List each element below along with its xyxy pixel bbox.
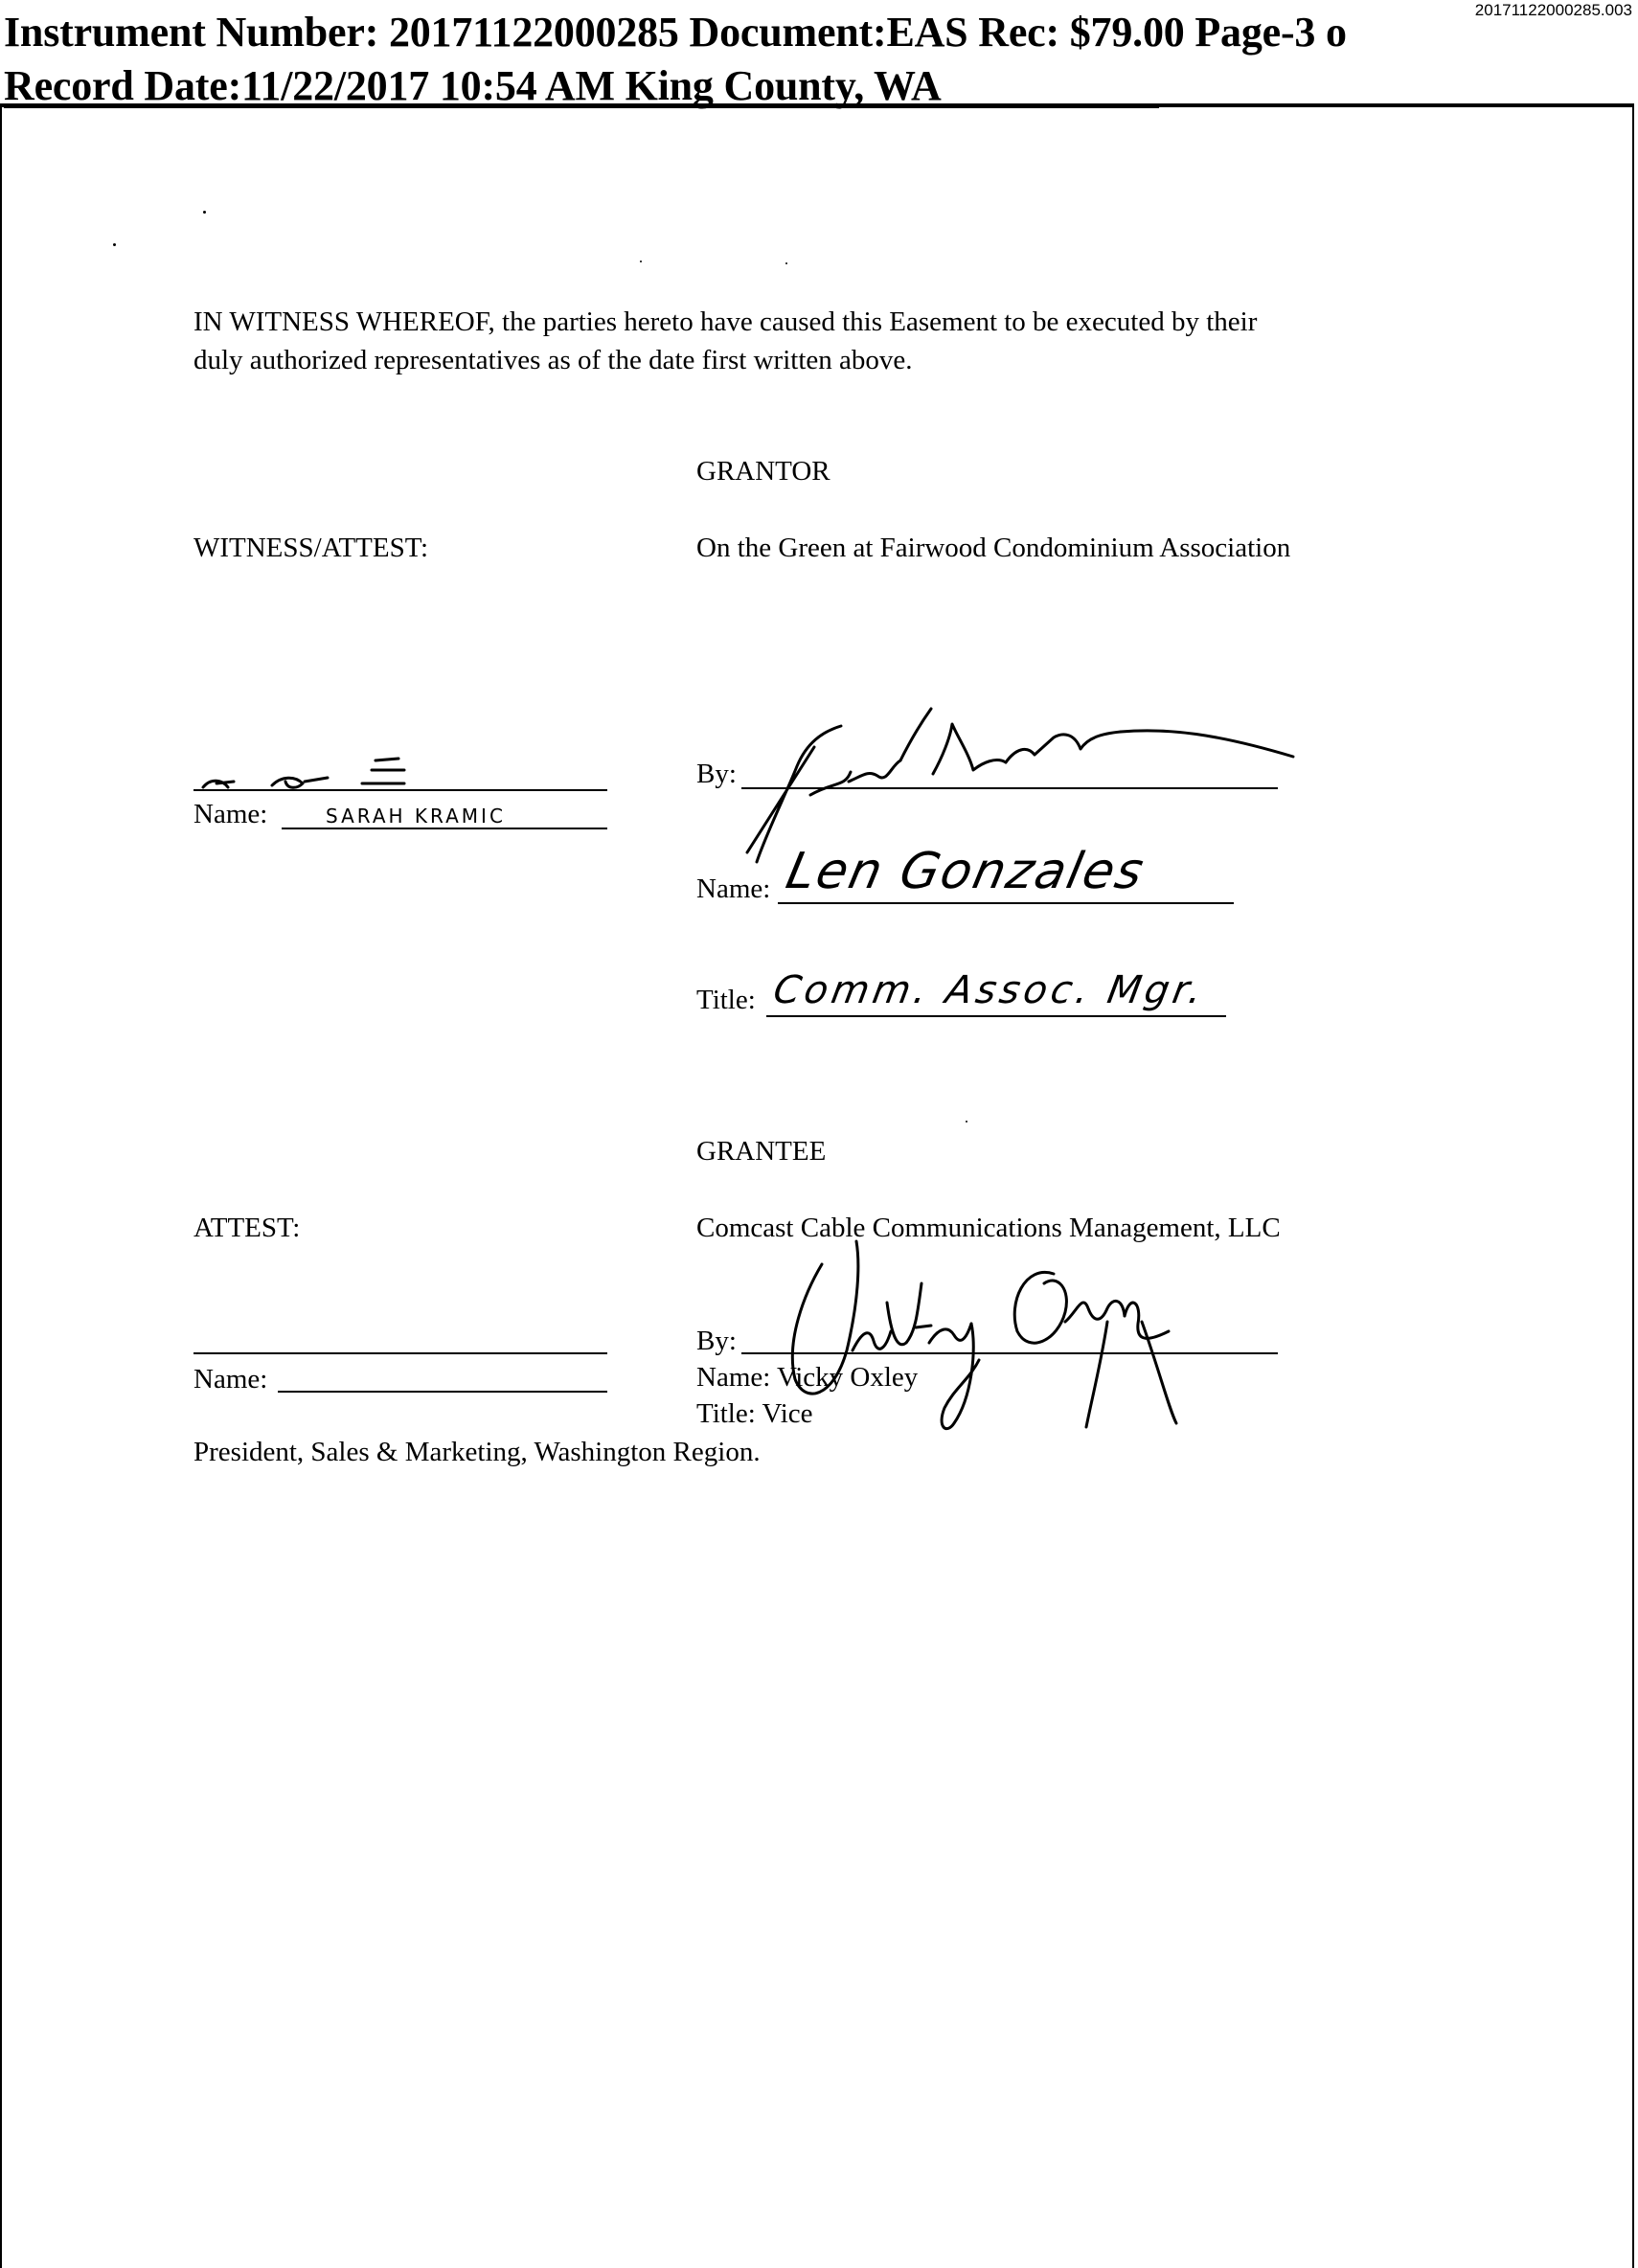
- grantor-name-handwritten: Len Gonzales: [781, 843, 1150, 900]
- witness-clause-line-1: IN WITNESS WHEREOF, the parties hereto have caused this Easement to be executed by their: [193, 306, 1258, 337]
- grantee-attest-signature-line: [193, 1352, 607, 1354]
- scan-speck: [966, 1121, 967, 1123]
- grantor-witness-name-handwritten: SARAH KRAMIC: [326, 805, 506, 828]
- scan-speck: [203, 211, 206, 214]
- grantor-attest-label: WITNESS/ATTEST:: [193, 533, 429, 563]
- grantor-name-label: Name:: [696, 873, 771, 904]
- grantor-entity-name: On the Green at Fairwood Condominium Association: [696, 533, 1291, 563]
- recording-header-line-1: Instrument Number: 20171122000285 Document:EAS Rec: $79.00 Page-3 o: [4, 9, 1347, 56]
- recording-header-line-2: Record Date:11/22/2017 10:54 AM King County, WA: [4, 62, 942, 109]
- grantee-by-label: By:: [696, 1326, 737, 1356]
- grantee-attest-name-line: [278, 1391, 607, 1393]
- grantor-witness-name-label: Name:: [193, 799, 268, 829]
- grantee-title-line: Title: Vice: [696, 1398, 813, 1429]
- scan-speck: [640, 261, 642, 262]
- grantee-heading: GRANTEE: [696, 1136, 827, 1167]
- grantee-attest-label: ATTEST:: [193, 1213, 301, 1243]
- grantor-by-label: By:: [696, 759, 737, 789]
- grantee-name-line: Name: Vicky Oxley: [696, 1362, 919, 1393]
- grantee-attest-name-label: Name:: [193, 1364, 268, 1395]
- grantor-title-line: [766, 1015, 1226, 1017]
- grantor-name-line: [778, 902, 1234, 904]
- witness-clause-line-2: duly authorized representatives as of the date first written above.: [193, 345, 913, 375]
- scan-speck: [113, 243, 116, 246]
- grantor-witness-signature: [199, 749, 429, 797]
- grantee-signature: [766, 1236, 1226, 1437]
- grantor-title-handwritten: Comm. Assoc. Mgr.: [769, 968, 1210, 1012]
- grantor-witness-name-line: [282, 828, 607, 829]
- grantor-heading: GRANTOR: [696, 456, 830, 487]
- document-page-frame: [0, 103, 1634, 2268]
- grantee-title-continued: President, Sales & Marketing, Washington Region.: [193, 1437, 761, 1467]
- recording-stamp-number: 20171122000285.003: [1474, 1, 1632, 19]
- grantee-entity-name: Comcast Cable Communications Management, LLC: [696, 1213, 1281, 1243]
- scan-speck: [785, 262, 787, 264]
- grantor-title-label: Title:: [696, 985, 756, 1015]
